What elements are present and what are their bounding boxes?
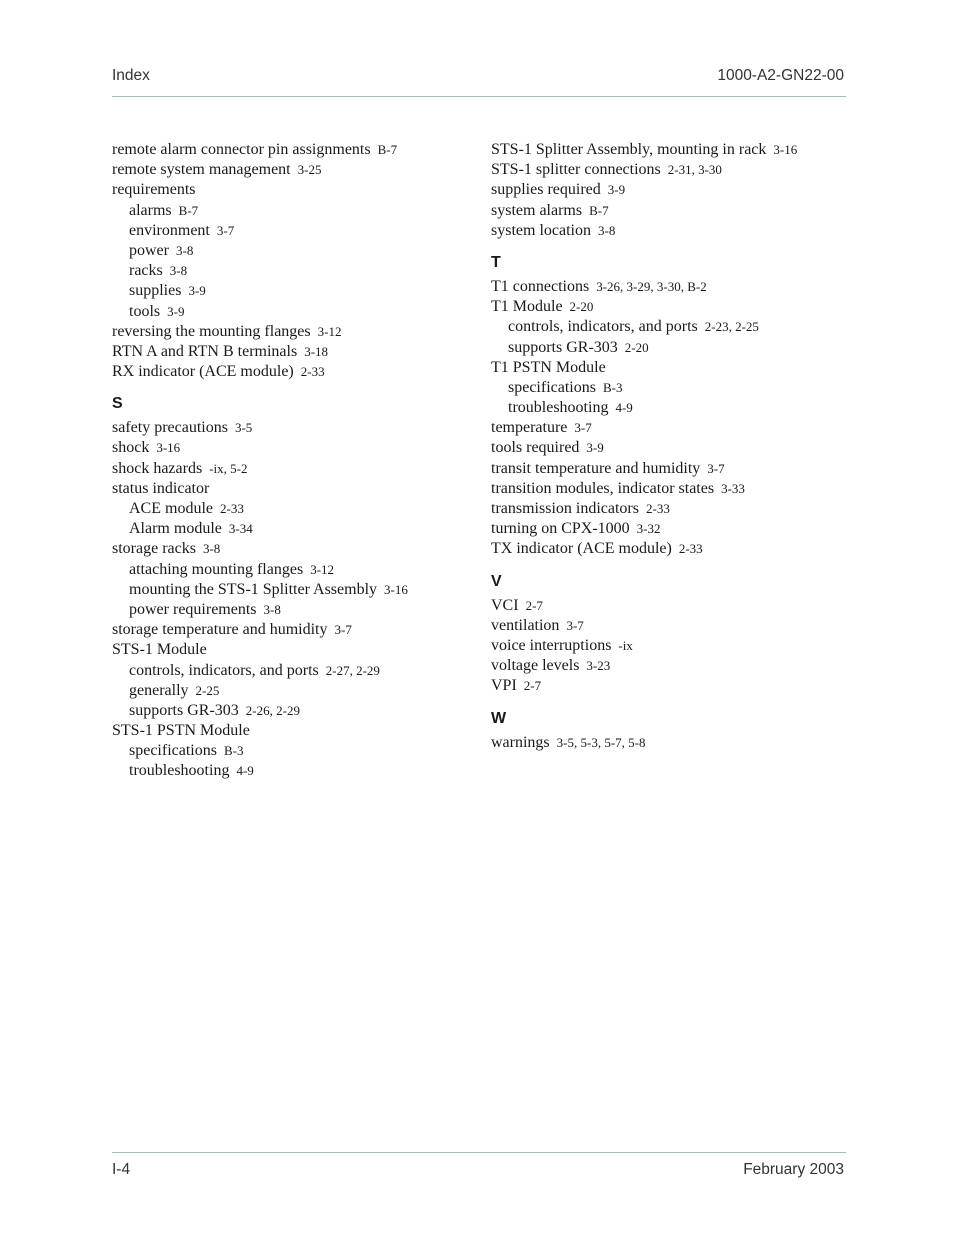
index-term: turning on CPX-1000 [491,520,630,538]
index-term: transit temperature and humidity [491,459,701,477]
index-page-refs: B-7 [377,142,398,157]
index-term: specifications [129,742,217,760]
index-subentry [491,378,851,398]
index-term: system alarms [491,201,583,219]
index-page-refs: 2-25 [195,682,220,698]
index-page-refs: B-7 [178,202,199,218]
index-term: VPI [491,677,517,695]
index-term: transmission indicators [491,500,639,517]
index-page-refs: 3-7 [707,460,725,476]
index-term: T1 Module [491,298,563,316]
index-page-refs: 3-32 [636,521,661,537]
index-entry [491,140,851,160]
index-letter-heading: V [491,572,502,590]
index-term: troubleshooting [129,762,230,780]
index-entry [112,721,472,741]
index-subentry [112,661,472,681]
index-term: T1 connections [491,277,590,295]
index-entry [491,418,851,438]
index-page-refs: 3-8 [202,541,221,557]
index-page-refs: 3-5, 5-3, 5-7, 5-8 [556,734,646,750]
index-page-refs: 3-9 [586,440,604,456]
index-term: controls, indicators, and ports [129,661,319,679]
index-term: temperature [491,419,568,437]
index-term: supplies required [491,181,601,199]
index-page-refs: 3-16 [156,440,181,456]
index-term: supports GR-303 [508,338,618,356]
index-page-refs: 3-33 [721,480,745,496]
index-entry [491,539,851,559]
index-term: remote system management [112,161,291,179]
index-term: generally [129,681,189,699]
index-subentry [112,741,472,761]
index-term: storage racks [112,540,196,558]
index-term: ACE module [129,500,213,517]
index-subentry [112,281,472,301]
index-term: ventilation [491,616,560,634]
index-subentry [112,560,472,580]
index-term: supplies [129,282,182,300]
index-subentry [112,499,472,519]
index-term: environment [129,221,210,239]
index-page-refs: 3-25 [297,162,322,178]
index-entry [491,733,851,753]
index-entry [491,499,851,519]
index-letter-heading: W [491,709,507,727]
index-page-refs: 3-8 [175,242,194,258]
index-term: power requirements [129,600,257,618]
index-page-refs: 2-33 [678,541,703,557]
index-page-refs: 3-8 [263,601,281,617]
index-entry [491,221,851,241]
index-term: shock hazards [112,459,203,477]
index-page-refs: -ix, 5-2 [209,460,248,476]
index-term: STS-1 splitter connections [491,161,661,179]
index-term: safety precautions [112,419,228,437]
index-page-refs: B-7 [589,202,609,218]
index-page-refs: 4-9 [236,763,254,779]
index-subentry [112,261,472,281]
index-entry [491,358,851,378]
index-subentry [112,201,472,221]
index-page-refs: 3-26, 3-29, 3-30, B-2 [596,278,707,294]
index-entry [112,479,472,499]
index-page-refs: 3-5 [234,420,253,436]
index-subentry [112,761,472,781]
index-entry [112,140,472,160]
index-page-refs: 3-12 [317,323,342,339]
index-term: transition modules, indicator states [491,479,715,497]
index-subentry [491,338,851,358]
index-term: RX indicator (ACE module) [112,363,294,381]
page-header [112,67,846,87]
index-term: alarms [129,201,172,219]
index-term: T1 PSTN Module [491,358,606,376]
index-entry [112,459,472,479]
index-page-refs: B-3 [602,379,623,395]
index-entry [491,479,851,499]
index-term: power [129,241,169,259]
page-footer [112,1161,846,1181]
index-entry [112,342,472,362]
index-entry [491,297,851,317]
index-page-refs: 4-9 [615,400,633,416]
index-page-refs: 2-20 [569,299,594,315]
index-column-right [491,140,851,753]
index-term: STS-1 Module [112,641,207,659]
index-subentry [491,398,851,418]
index-term: VCI [491,596,519,614]
index-page-refs: 3-7 [574,420,592,436]
index-term: voltage levels [491,657,580,675]
index-term: voice interruptions [491,636,612,654]
index-subentry [112,580,472,600]
index-entry [112,322,472,342]
index-subentry [112,600,472,620]
index-page-refs: 3-16 [773,142,798,157]
index-page-refs: 3-23 [586,658,611,674]
index-term: Alarm module [129,520,222,538]
index-subentry [112,302,472,322]
index-subentry [112,681,472,701]
index-term: supports GR-303 [129,701,239,719]
index-entry [112,418,472,438]
index-term: reversing the mounting flanges [112,322,311,340]
index-entry [491,616,851,636]
index-letter-heading: T [491,253,501,271]
index-page-refs: 2-31, 3-30 [667,162,722,178]
index-column-left [112,140,472,782]
index-page-refs: 3-8 [169,263,188,279]
index-entry [491,519,851,539]
index-term: tools required [491,439,580,457]
index-page-refs: 2-20 [624,339,649,355]
index-term: racks [129,262,163,280]
index-page-refs: B-3 [223,743,244,759]
index-term: attaching mounting flanges [129,560,304,578]
footer-page-number: I-4 [112,1161,131,1178]
index-letter-heading: S [112,395,123,413]
index-page-refs: 3-9 [167,303,185,319]
index-term: tools [129,302,161,320]
index-page-refs: 3-12 [310,561,335,577]
header-divider [112,96,846,97]
index-entry [491,676,851,696]
index-term: TX indicator (ACE module) [491,540,672,558]
index-entry [112,362,472,382]
index-page-refs: 2-33 [220,501,244,516]
index-term: system location [491,221,591,239]
index-entry [112,539,472,559]
index-page-refs: 2-33 [645,501,670,516]
index-term: RTN A and RTN B terminals [112,342,298,360]
index-entry [112,640,472,660]
index-page-refs: 3-7 [216,222,235,238]
index-page-refs: 3-34 [228,521,253,537]
index-entry [491,180,851,200]
index-entry [491,277,851,297]
index-entry [491,201,851,221]
index-subentry [112,519,472,539]
index-page-refs: 3-9 [607,182,626,198]
index-entry [491,160,851,180]
index-page-refs: 3-16 [384,581,408,597]
index-page-refs: 3-9 [188,283,206,299]
index-page-refs: 2-7 [525,597,543,613]
index-term: storage temperature and humidity [112,621,328,639]
header-section-title: Index [112,67,150,84]
index-entry [491,636,851,656]
index-term: troubleshooting [508,399,609,417]
index-term: STS-1 PSTN Module [112,722,250,740]
index-term: requirements [112,181,196,199]
footer-date: February 2003 [743,1161,844,1178]
index-entry [112,160,472,180]
index-term: STS-1 Splitter Assembly, mounting in rack [491,141,767,158]
index-term: shock [112,439,150,457]
index-page-refs: -ix [618,637,633,653]
index-entry [491,656,851,676]
index-page-refs: 3-18 [304,343,329,359]
index-page-refs: 3-8 [597,222,616,238]
index-term: status indicator [112,479,210,497]
index-page-refs: 2-33 [300,364,325,380]
index-entry [112,620,472,640]
index-entry [491,596,851,616]
index-subentry [112,221,472,241]
index-term: warnings [491,733,550,751]
index-entry [112,438,472,458]
index-term: remote alarm connector pin assignments [112,141,371,158]
index-term: specifications [508,378,596,396]
index-page-refs: 2-27, 2-29 [325,662,380,678]
index-page-refs: 3-7 [566,617,584,633]
index-subentry [112,701,472,721]
index-subentry [491,317,851,337]
index-page-refs: 2-26, 2-29 [245,702,300,718]
index-term: mounting the STS-1 Splitter Assembly [129,580,378,598]
index-page-refs: 3-7 [334,622,352,638]
index-entry [491,438,851,458]
index-term: controls, indicators, and ports [508,318,698,336]
header-document-id: 1000-A2-GN22-00 [717,67,844,84]
index-entry [491,459,851,479]
index-entry [112,180,472,200]
index-subentry [112,241,472,261]
index-page-refs: 2-23, 2-25 [704,319,759,335]
footer-divider [112,1152,846,1153]
index-page-refs: 2-7 [523,678,542,694]
